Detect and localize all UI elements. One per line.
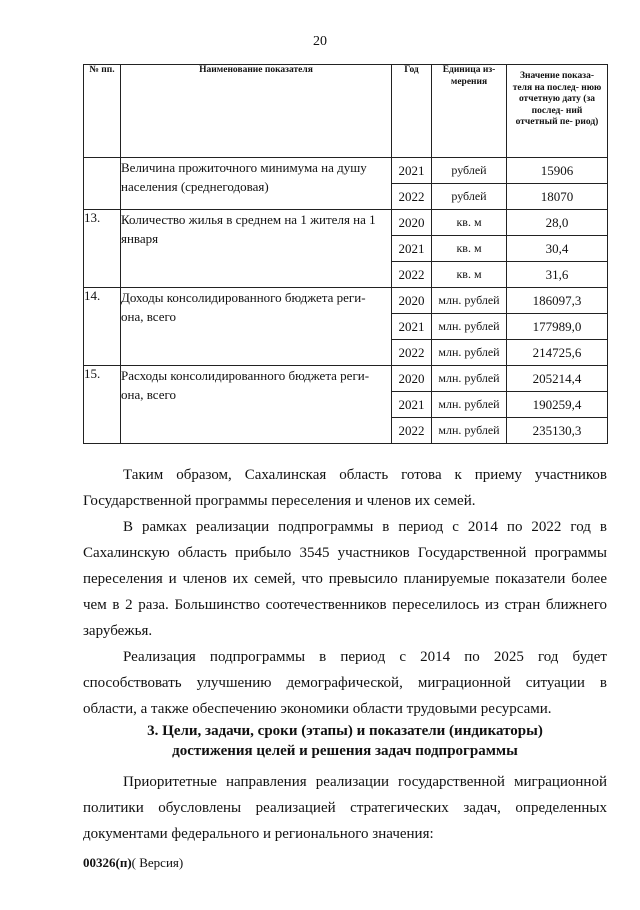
- year-cell: 2022: [392, 418, 432, 444]
- unit-cell: млн. рублей: [432, 418, 507, 444]
- year-cell: 2022: [392, 340, 432, 366]
- unit-cell: млн. рублей: [432, 392, 507, 418]
- year-cell: 2021: [392, 314, 432, 340]
- year-cell: 2022: [392, 184, 432, 210]
- unit-cell: млн. рублей: [432, 366, 507, 392]
- document-code-number: 00326(п): [83, 855, 132, 870]
- value-cell: 186097,3: [507, 288, 608, 314]
- header-year: Год: [392, 65, 432, 158]
- section-heading-line-2: достижения целей и решения задач подпрограммы: [172, 743, 518, 759]
- paragraph-text: Приоритетные направления реализации государственной миграционной политики обусловлены реализацией стратегических задач, определенных документами федерального и регионального значения:: [83, 774, 607, 842]
- paragraph-outlook: [83, 644, 607, 722]
- value-cell: 214725,6: [507, 340, 608, 366]
- value-cell: 190259,4: [507, 392, 608, 418]
- document-version: ( Версия): [131, 855, 184, 870]
- header-unit: Единица из- мерения: [432, 65, 507, 158]
- unit-cell: кв. м: [432, 236, 507, 262]
- unit-cell: кв. м: [432, 210, 507, 236]
- unit-cell: млн. рублей: [432, 288, 507, 314]
- value-cell: 31,6: [507, 262, 608, 288]
- table-row: [84, 366, 608, 392]
- header-value: Значение показа- теля на послед- нюю отчетную дату (за послед- ний отчетный пе- риод): [507, 65, 608, 158]
- year-cell: 2020: [392, 210, 432, 236]
- section-heading: [83, 721, 607, 761]
- value-cell: 30,4: [507, 236, 608, 262]
- paragraph-arrivals: [83, 514, 607, 644]
- table-header-row: [84, 65, 608, 158]
- year-cell: 2020: [392, 288, 432, 314]
- section-heading-line-1: 3. Цели, задачи, сроки (этапы) и показатели (индикаторы): [147, 723, 543, 739]
- row-number: 14.: [84, 288, 121, 366]
- unit-cell: рублей: [432, 158, 507, 184]
- year-cell: 2021: [392, 392, 432, 418]
- value-cell: 15906: [507, 158, 608, 184]
- value-cell: 18070: [507, 184, 608, 210]
- year-cell: 2022: [392, 262, 432, 288]
- row-number: [84, 158, 121, 210]
- page-number: 20: [313, 34, 327, 49]
- row-number: 15.: [84, 366, 121, 444]
- unit-cell: млн. рублей: [432, 314, 507, 340]
- header-num: № пп.: [84, 65, 121, 158]
- year-cell: 2021: [392, 158, 432, 184]
- value-cell: 177989,0: [507, 314, 608, 340]
- year-cell: 2020: [392, 366, 432, 392]
- table-row: [84, 158, 608, 184]
- unit-cell: кв. м: [432, 262, 507, 288]
- year-cell: 2021: [392, 236, 432, 262]
- document-code: [83, 855, 183, 871]
- row-number: 13.: [84, 210, 121, 288]
- value-cell: 28,0: [507, 210, 608, 236]
- indicator-name: Расходы консолидированного бюджета реги- она, всего: [121, 366, 392, 444]
- value-cell: 205214,4: [507, 366, 608, 392]
- paragraph-priorities: [83, 769, 607, 847]
- unit-cell: рублей: [432, 184, 507, 210]
- indicator-name: Доходы консолидированного бюджета реги- она, всего: [121, 288, 392, 366]
- paragraph-text: Таким образом, Сахалинская область готова к приему участников Государственной программы переселения и членов их семей.: [83, 467, 607, 509]
- value-cell: 235130,3: [507, 418, 608, 444]
- unit-cell: млн. рублей: [432, 340, 507, 366]
- paragraph-text: Реализация подпрограммы в период с 2014 по 2025 год будет способствовать улучшению демографической, миграционной ситуации в области, а также обеспечению экономики области трудовыми ресурсами.: [83, 649, 607, 717]
- table-row: [84, 210, 608, 236]
- indicator-name: Величина прожиточного минимума на душу населения (среднегодовая): [121, 158, 392, 210]
- indicator-name: Количество жилья в среднем на 1 жителя на 1 января: [121, 210, 392, 288]
- table-row: [84, 288, 608, 314]
- paragraph-readiness: [83, 462, 607, 514]
- indicators-table: [83, 64, 608, 444]
- header-name: Наименование показателя: [121, 65, 392, 158]
- paragraph-text: В рамках реализации подпрограммы в период с 2014 по 2022 год в Сахалинскую область прибыло 3545 участников Государственной программы переселения и членов их семей, что превысило планируемые показатели более чем в 2 раза. Большинство соотечественников переселилось из стран ближнего зарубежья.: [83, 519, 607, 639]
